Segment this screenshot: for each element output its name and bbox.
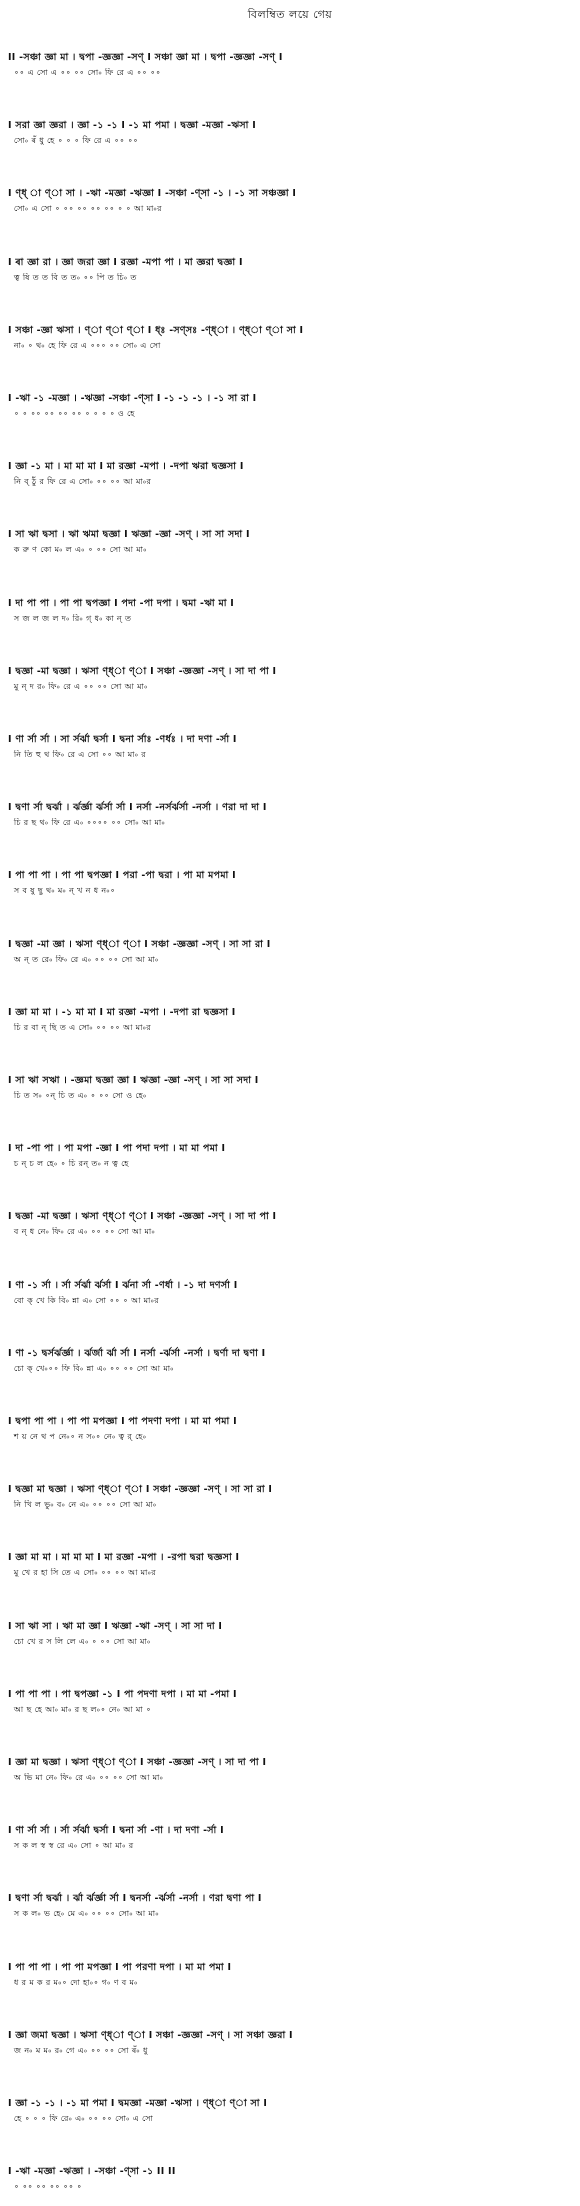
lyrics-line: চো ক্ খে৹∘∘ ফি বি৹ ন্না এ৹ ∘∘ ∘∘ সো আ মা৹ bbox=[13, 1363, 174, 1373]
swaralipi-notes: I দ্বজ্ঞা -মা দ্বজ্ঞা । ঋসা ণ্ধ্া ণ্া I সঞ্চা -জ্ঞজ্ঞা -সণ্ । সা দা পা I bbox=[8, 1211, 277, 1223]
lyrics-line: অ ভি মা নে৹ ফি৹ রে এ৹ ∘∘ ∘∘ সো আ মা৹ bbox=[13, 1773, 164, 1782]
notation-line bbox=[8, 325, 574, 351]
swaralipi-notes: II -সঞ্চা জ্ঞা মা । দ্বপা -জ্ঞজ্ঞা -সণ্ I সঞ্চা জ্ঞা মা । দ্বপা -জ্ঞজ্ঞা -সণ্ I bbox=[8, 52, 283, 63]
notation-line bbox=[8, 734, 574, 760]
notation-line bbox=[8, 1825, 574, 1851]
notation-line bbox=[8, 2098, 574, 2124]
swaralipi-notes: I সা ঋা দ্বসা । ঋা ঋমা দ্বজ্ঞা I ঋজ্ঞা -জ্ঞা -সণ্ । সা সা সদা I bbox=[8, 529, 250, 541]
swaralipi-notes: I জ্ঞা -১ -১ । -১ মা পমা I দ্বমজ্ঞা -মজ্ঞা -ঋসা । ণ্ধ্া ণ্া সা I bbox=[8, 2098, 268, 2109]
swaralipi-notes: I সা ঋা সা । ঋা মা জ্ঞা I ঋজ্ঞা -ঋা -সণ্ । সা সা দা I bbox=[8, 1620, 223, 1632]
swaralipi-notes: I দ্বণা র্সা দ্বর্ঝা । র্ঝা র্ঝর্জ্ঞা র্সা I দ্বনর্সা -র্ঝর্সা -নর্সা । ণরা দ্বণা পা I bbox=[8, 1893, 262, 1905]
lyrics-line: জ ন৹ ম ম৹ র৹ গে এ৹ ∘∘ ∘∘ সো ৰঁ৹ ধু bbox=[13, 2045, 148, 2055]
notation-line bbox=[8, 802, 574, 828]
notation-line bbox=[8, 1621, 574, 1647]
swaralipi-notes: I ৰা জ্ঞা রা । জ্ঞা জরা জ্ঞা I রজ্ঞা -মপা পা । মা জ্ঞরা দ্বজ্ঞা I bbox=[8, 256, 243, 268]
notation-line bbox=[8, 120, 574, 146]
swaralipi-notes: I দ্বজ্ঞা -মা জ্ঞা । ঋসা ণ্ধ্া ণ্া I সঞ্চা -জ্ঞজ্ঞা -সণ্ । সা সা রা I bbox=[8, 938, 271, 950]
swaralipi-notes: I ণা র্সা র্সা । সা র্সর্ঝা দ্বর্সা I দ্বনা র্সাঃ -ণর্ধঃ । দা দণা -র্সা I bbox=[8, 734, 237, 745]
lyrics-line: চি ত স৹ ∘ন্ চি ত এ৹ ∘ ∘∘ সো ও হে৹ bbox=[13, 1091, 147, 1100]
lyrics-line: ক রু ণ কো ম৹ ল এ৹ ∘ ∘∘ সো আ মা৹ bbox=[13, 545, 147, 555]
swaralipi-notes: I জ্ঞা মা মা । -১ মা মা I মা রজ্ঞা -মপা । -দপা রা দ্বজ্ঞসা I bbox=[8, 1006, 236, 1018]
lyrics-line: চো খে র স লি লে এ৹ ∘ ∘∘ সো আ মা৹ bbox=[13, 1636, 151, 1646]
notation-line bbox=[8, 1893, 574, 1919]
notation-line bbox=[8, 1484, 574, 1510]
swaralipi-notes: I দ্বপা পা পা । পা পা মপজ্ঞা I পা পদণা দপা । মা মা পমা I bbox=[8, 1416, 237, 1427]
swaralipi-notes: I দা -পা পা । পা মপা -জ্ঞা I পা পদা দপা । মা মা পমা I bbox=[8, 1143, 226, 1155]
swaralipi-notes: I জ্ঞা জমা দ্বজ্ঞা । ঋসা ণ্ধ্া ণ্া I সঞ্চা -জ্ঞজ্ঞা -সণ্ । সা সঞ্চা জ্ঞরা I bbox=[8, 2029, 293, 2041]
notation-line bbox=[8, 666, 574, 692]
swaralipi-notes: I ণা র্সা র্সা । র্সা র্সর্ঝা দ্বর্সা I দ্বনা র্সা -ণা । দা দণা -র্সা I bbox=[8, 1825, 224, 1837]
lyrics-line: ধ র ম ক র ম৹∘ দো হা৹∘ গ৹ ণ ব ম৹ bbox=[13, 1977, 138, 1987]
lyrics-line: স জ ল জ ল দ৹ রি৹ গ্ ধ৹ কা ন্ ত bbox=[13, 613, 132, 623]
lyrics-line: চি র ছ থ৹ ফি রে এ৹ ∘∘∘∘ ∘∘ সো৹ আ মা৹ bbox=[13, 818, 166, 828]
swaralipi-notes: I দ্বজ্ঞা -মা দ্বজ্ঞা । ঋসা ণ্ধ্া ণ্া I সঞ্চা -জ্ঞজ্ঞা -সণ্ । সা দা পা I bbox=[8, 665, 277, 677]
notation-line bbox=[8, 1348, 574, 1374]
page-title: বিলম্বিত লয়ে গেয় bbox=[247, 8, 333, 21]
lyrics-line: চ ন্ চ ল হে৹ ∘ চি রন্ ত৹ ন ত্ব হে bbox=[13, 1159, 129, 1169]
notation-line bbox=[8, 393, 574, 419]
notation-line bbox=[8, 598, 574, 624]
notation-line bbox=[8, 529, 574, 555]
lyrics-line: স ব ষু ছু থ৹ ম৹ ন্ খ ন ধ ন৹∘ bbox=[13, 886, 116, 896]
swaralipi-notes: I সরা জ্ঞা জ্ঞরা । জ্ঞা -১ -১ I -১ মা পমা । দ্বজ্ঞা -মজ্ঞা -ঋসা I bbox=[8, 120, 257, 132]
notation-line bbox=[8, 1143, 574, 1169]
swaralipi-notes: I ণ্ধ্ া ণ্া সা । -ঋা -মজ্ঞা -ঋজ্ঞা I -সঞ্চা -ণ্সা -১ । -১ সা সঞ্চজ্ঞা I bbox=[8, 188, 297, 200]
lyrics-line: ব ন্ ধ নে৹ ফি৹ রে এ৹ ∘∘ ∘∘ সো আ মা৹ bbox=[13, 1227, 156, 1237]
swaralipi-notes: I -ঋা -১ -মজ্ঞা । -ঋজ্ঞা -সঞ্চা -ণ্সা I -১ -১ -১ । -১ সা রা I bbox=[8, 393, 257, 404]
swaralipi-notes: I পা পা পা । পা পা দ্বপজ্ঞা I পরা -পা দ্বরা । পা মা মপমা I bbox=[8, 870, 236, 882]
lyrics-line: সো৹ ৰঁ ধু হে ∘ ∘ ∘ ফি রে এ ∘∘ ∘∘ bbox=[13, 136, 139, 146]
swaralipi-notes: I দা পা পা । পা পা দ্বপজ্ঞা I পদা -পা দপা । দ্বমা -ঋা মা I bbox=[8, 597, 235, 609]
lyrics-line: হে ∘ ∘ ∘ ফি রে৹ এ৹ ∘∘ ∘∘ সো৹ এ সো bbox=[13, 2114, 154, 2123]
swaralipi-notes: I জ্ঞা মা দ্বজ্ঞা । ঋসা ণ্ধ্া ণ্া I সঞ্চা -জ্ঞজ্ঞা -সণ্ । সা দা পা I bbox=[8, 1757, 267, 1768]
swaralipi-notes: I পা পা পা । পা দ্বপজ্ঞা -১ I পা পদণা দপা । মা মা -পমা I bbox=[8, 1688, 237, 1700]
lyrics-line: শ য় নে থ প নে৹∘ ন স৹∘ নে৹ ত্ব র্ হে৹ bbox=[13, 1432, 147, 1441]
lyrics-line: ∘ ∘∘ ∘∘ ∘∘ ∘∘ ∘ bbox=[13, 2182, 82, 2192]
notation-line bbox=[8, 1757, 574, 1783]
swaralipi-notes: I সা ঋা সঋা । -জ্ঞমা দ্বজ্ঞা জ্ঞা I ঋজ্ঞা -জ্ঞা -সণ্ । সা সা সদা I bbox=[8, 1075, 259, 1086]
swaralipi-notes: I -ঋা -মজ্ঞা -ঋজ্ঞা । -সঞ্চা -ণ্সা -১ II II bbox=[8, 2166, 176, 2178]
notation-line bbox=[8, 1416, 574, 1442]
swaralipi-notes: I ণা -১ দ্বর্সর্ঝর্জ্ঞা । র্ঝর্জা র্ঝা র্সা I নর্সা -র্ঝর্সা -নর্সা । দ্বর্ণা দা দ্বণা I bbox=[8, 1347, 266, 1359]
swaralipi-notes: I জ্ঞা মা মা । মা মা মা I মা রজ্ঞা -মপা । -রপা দ্বরা দ্বজ্ঞসা I bbox=[8, 1552, 240, 1564]
lyrics-line: নি খি ল ভু৹ ব৹ নে এ৹ ∘∘ ∘∘ সো আ মা৹ bbox=[13, 1500, 157, 1510]
lyrics-line: নি তি হু থ ফি৹ রে এ সো ∘∘ আ মা৹ র bbox=[13, 750, 146, 759]
lyrics-line: স ক ল৹ ভ হে৹ মে এ৹ ∘∘ ∘∘ সো৹ আ মা৹ bbox=[13, 1909, 160, 1919]
notation-line bbox=[8, 257, 574, 283]
lyrics-line: ∘ ∘ ∘∘ ∘∘ ∘∘ ∘∘ ∘ ∘ ∘ ∘ ও হে bbox=[13, 409, 135, 418]
notation-line bbox=[8, 1075, 574, 1101]
swaralipi-notes: I দ্বণা র্সা দ্বর্ঝা । র্ঝর্জ্ঞা র্ঝর্সা র্সা I নর্সা -নর্সর্ঝর্সা -নর্সা । ণরা দা দা I bbox=[8, 802, 267, 814]
notation-line bbox=[8, 52, 574, 78]
swaralipi-notes: I পা পা পা । পা পা মপজ্ঞা I পা পরণা দপা । মা মা পমা I bbox=[8, 1961, 232, 1973]
notation-line bbox=[8, 870, 574, 896]
notation-line bbox=[8, 188, 574, 214]
lyrics-line: চি র বা ন্ ছি ত এ সো৹ ∘∘ ∘∘ আ মা৹র bbox=[13, 1022, 152, 1032]
lyrics-line: না৹ ∘ থ৹ হে ফি রে এ ∘∘∘ ∘∘ সো৹ এ সো bbox=[13, 340, 161, 350]
lyrics-line: বো ক্ খে কি বি৹ ন্না এ৹ সো ∘∘ ∘ আ মা৹র bbox=[13, 1295, 160, 1305]
lyrics-line: মু ন্ দ র৹ ফি৹ রে এ ∘∘ ∘∘ সো আ মা৹ bbox=[13, 681, 148, 691]
notation-line bbox=[8, 1552, 574, 1578]
swaralipi-notes: I ণা -১ র্সা । র্সা র্সর্ঝা র্ঝর্সা I র্ঝনা র্সা -ণর্ধা । -১ দা দণর্সা I bbox=[8, 1279, 238, 1291]
notation-line bbox=[8, 461, 574, 487]
notation-line bbox=[8, 939, 574, 965]
swaralipi-notes: I সঞ্চা -জ্ঞা ঋসা । ণ্া ণ্া ণ্া I ধ্ঃ -সণ্সঃ -ণ্ধ্া । ণ্ধ্া ণ্া সা I bbox=[8, 324, 304, 336]
lyrics-line: মু খে র হা সি তে এ সো৹ ∘∘ ∘∘ আ মা৹র bbox=[13, 1568, 156, 1578]
lyrics-line: সো৹ এ সো ∘ ∘∘ ∘∘ ∘∘ ∘∘ ∘ ∘ আ মা৹র bbox=[13, 204, 162, 214]
lyrics-line: আ ছ হে আ৹ মা৹ র ছ ল৹∘ নে৹ আ মা ∘ bbox=[13, 1704, 152, 1714]
swaralipi-notes: I জ্ঞা -১ মা । মা মা মা I মা রজ্ঞা -মপা । -দপা ঋরা দ্বজ্ঞসা I bbox=[8, 461, 244, 473]
lyrics-line: স ক ল স্ব স্ব রে এ৹ সো ∘ আ মা৹ র bbox=[13, 1841, 134, 1851]
lyrics-line: ত্ব ষি ত ত বি ত ত৹ ∘∘ পি ত চি৹ ত bbox=[13, 272, 137, 282]
notation-line bbox=[8, 1962, 574, 1988]
notation-line bbox=[8, 2030, 574, 2056]
notation-line bbox=[8, 2166, 574, 2192]
notation-line bbox=[8, 1007, 574, 1033]
notation-line bbox=[8, 1689, 574, 1715]
notation-line bbox=[8, 1211, 574, 1237]
notation-line bbox=[8, 1280, 574, 1306]
swaralipi-notes: I দ্বজ্ঞা মা দ্বজ্ঞা । ঋসা ণ্ধ্া ণ্া I সঞ্চা -জ্ঞজ্ঞা -সণ্ । সা সা রা I bbox=[8, 1484, 273, 1496]
lyrics-line: ∘∘ এ সো এ ∘∘ ∘∘ সো৹ ফি রে এ ∘∘ ∘∘ bbox=[13, 68, 161, 77]
lyrics-line: অ ন্ ত রে৹ ফি৹ রে এ৹ ∘∘ ∘∘ সো আ মা৹ bbox=[13, 954, 159, 964]
lyrics-line: নি ব্ ঠুঁ র ফি রে এ সো৹ ∘∘ ∘∘ আ মা৹র bbox=[13, 477, 152, 487]
